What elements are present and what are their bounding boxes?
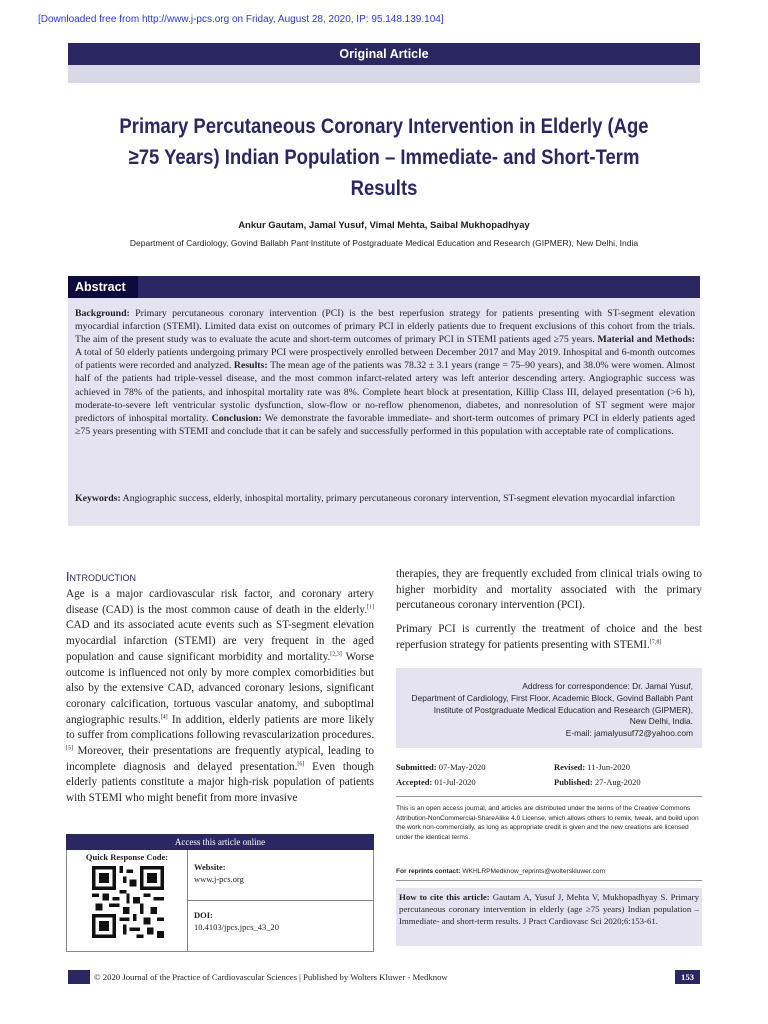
citation-ref[interactable]: [4] — [160, 713, 168, 720]
citation-text — [399, 891, 699, 927]
qr-code-icon[interactable] — [92, 866, 164, 938]
divider — [396, 880, 702, 881]
published-date: 27-Aug-2020 — [594, 776, 641, 787]
author-list: Ankur Gautam, Jamal Yusuf, Vimal Mehta, Saibal Mukhopadhyay — [238, 220, 530, 231]
article-type-banner: Original Article — [68, 43, 700, 65]
published-label: Published: — [554, 776, 593, 787]
revised-label: Revised: — [554, 762, 586, 772]
doi-link[interactable]: 10.4103/jpcs.jpcs_43_20 — [194, 922, 279, 932]
citation-ref[interactable]: [7,8] — [649, 639, 662, 646]
accepted-label: Accepted: — [396, 776, 433, 787]
correspondence-email[interactable]: E-mail: jamalyusuf72@yahoo.com — [565, 728, 693, 739]
correspondence-line: Address for correspondence: Dr. Jamal Yusuf, — [522, 681, 693, 691]
reprints-email[interactable]: WKHLRPMedknow_reprints@wolterskluwer.com — [462, 868, 605, 875]
abstract-text — [75, 307, 695, 438]
article-dates — [396, 760, 702, 789]
revised-date: 11-Jun-2020 — [587, 762, 630, 772]
conclusion-text: We demonstrate the favorable immediate- and short-term outcomes of primary PCI in elderly patients aged ≥75 years presenting with STEMI and conclude that it can be safely and successfully performed in this population with acceptable rate of complications. — [75, 412, 695, 437]
banner-underlay — [68, 65, 700, 83]
keywords-label: Keywords: — [75, 493, 121, 504]
page-number: 153 — [680, 972, 695, 982]
accepted-date: 01-Jul-2020 — [434, 776, 476, 787]
intro-text: Moreover, their presentations are frequently atypical, leading to incomplete diagnosis and delayed presentation. — [66, 745, 374, 773]
background-text: Primary percutaneous coronary intervention (PCI) is the best reperfusion strategy for patients presenting with ST-segment elevation myocardial infarction (STEMI). Limited data exist on outcomes of primary PCI in elderly patients due to frequent exclusions of this cohort from the trials. The aim of the present study was to evaluate the acute and short-term outcomes of primary PCI in STEMI patients aged ≥75 years. — [75, 308, 695, 346]
intro-text: CAD and its associated acute events such as ST-segment elevation myocardial infarction (STEMI) are very frequent in the aged population and cause significant morbidity and mortality. — [66, 619, 374, 663]
methods-label: Material and Methods: — [597, 334, 695, 346]
download-notice: [Downloaded free from http://www.j-pcs.org on Friday, August 28, 2020, IP: 95.148.139.104] — [38, 14, 444, 25]
submitted-label: Submitted: — [396, 762, 437, 772]
intro-paragraph — [396, 622, 702, 653]
citation-ref[interactable]: [5] — [66, 745, 73, 752]
affiliation: Department of Cardiology, Govind Ballabh Pant Institute of Postgraduate Medical Education and Research (GIPMER), New Delhi, India — [129, 238, 639, 248]
intro-text: Primary PCI is currently the treatment of choice and the best reperfusion strategy for patients presenting with STEMI. — [396, 623, 702, 651]
paper-title: Primary Percutaneous Coronary Intervention in Elderly (Age ≥75 Years) Indian Population – Immediate- and Short-Term Results — [119, 114, 649, 200]
citation-ref[interactable]: [6] — [297, 761, 305, 767]
cite-body: Gautam A, Yusuf J, Mehta V, Mukhopadhyay S. Primary percutaneous coronary intervention in elderly (age ≥75 years) Indian population – Immediate- and short-term results. J Pract Cardiovasc Sci 2020;6:153-61. — [399, 892, 699, 926]
reprints-contact — [396, 868, 702, 875]
correspondence-line: Institute of Postgraduate Medical Education and Research (GIPMER), — [433, 704, 693, 715]
conclusion-label: Conclusion: — [211, 412, 262, 424]
website-label: Website: — [194, 862, 226, 872]
intro-text: Worse outcome is influenced not only by more complex comorbidities but also by the extensive CAD, advanced coronary lesions, significant coronary calcification, tortuous vascular anatomy, and suboptimal angiographic results. — [66, 650, 374, 726]
correspondence-line: Department of Cardiology, First Floor, Academic Block, Govind Ballabh Pant — [411, 692, 693, 703]
results-text: The mean age of the patients was 78.32 ± 3.1 years (range = 75–90 years), and 38.0% were women. Almost half of the patients had triple-vessel disease, and the most common infarct-related artery was left anterior descending artery. Angiographic success was achieved in 78% of the patients, and inhospital mortality rate was 8%. Complete heart block at presentation, Killip Class III, delayed presentation (>6 h), moderate-to-severe left ventricular systolic dysfunction, slow-flow or no-reflow phenomenon, diabetes, and nonresolution of ST segment were major predictors of inhospital mortality. — [75, 360, 695, 424]
qr-label: Quick Response Code: — [85, 852, 169, 862]
introduction-column-1 — [66, 587, 374, 807]
keywords-text: Angiographic success, elderly, inhospital mortality, primary percutaneous coronary intervention, ST-segment elevation myocardial infarction — [122, 493, 675, 504]
abstract-header — [68, 276, 700, 298]
abstract-heading: Abstract — [68, 276, 138, 298]
cite-label: How to cite this article: — [399, 892, 490, 902]
introduction-heading: Introduction — [66, 570, 136, 584]
footer-text: © 2020 Journal of the Practice of Cardiovascular Sciences | Published by Wolters Kluwer - Medknow — [90, 970, 675, 984]
access-heading: Access this article online — [66, 834, 374, 850]
reprints-label: For reprints contact: — [396, 868, 461, 875]
correspondence-text — [396, 681, 693, 740]
results-label: Results: — [233, 360, 268, 372]
open-access-notice: This is an open access journal, and articles are distributed under the terms of the Creative Commons Attribution-NonCommercial-ShareAlike 4.0 License, which allows others to remix, tweak, and build upon the work non-commercially, as long as appropriate credit is given and the new creations are licensed under the identical terms. — [396, 805, 699, 841]
background-label: Background: — [75, 308, 130, 319]
methods-text: A total of 50 elderly patients undergoing primary PCI were prospectively enrolled between December 2017 and May 2019. Inhospital and 6-month outcomes of patients were recorded and analyzed. — [75, 347, 695, 372]
intro-paragraph: therapies, they are frequently excluded from clinical trials owing to higher morbidity and mortality associated with the primary percutaneous coronary intervention (PCI). — [396, 568, 702, 612]
divider — [188, 900, 374, 901]
doi-label: DOI: — [194, 910, 213, 920]
correspondence-line: New Delhi, India. — [629, 716, 693, 727]
keywords — [75, 492, 695, 505]
citation-ref[interactable]: [2,3] — [330, 651, 342, 658]
divider — [396, 796, 702, 797]
intro-text: In addition, elderly patients are more likely to suffer from complications following revascularization procedures. — [66, 713, 374, 742]
website-link[interactable]: www.j-pcs.org — [194, 874, 244, 884]
intro-text: Age is a major cardiovascular risk factor, and coronary artery disease (CAD) is the most common cause of death in the elderly. — [66, 588, 374, 616]
citation-ref[interactable]: [1] — [367, 603, 374, 610]
submitted-date: 07-May-2020 — [438, 762, 486, 772]
introduction-column-2 — [396, 567, 702, 654]
intro-text: Even though elderly patients constitute a major high-risk population of patients with STEMI who might benefit from more invasive — [66, 760, 374, 805]
